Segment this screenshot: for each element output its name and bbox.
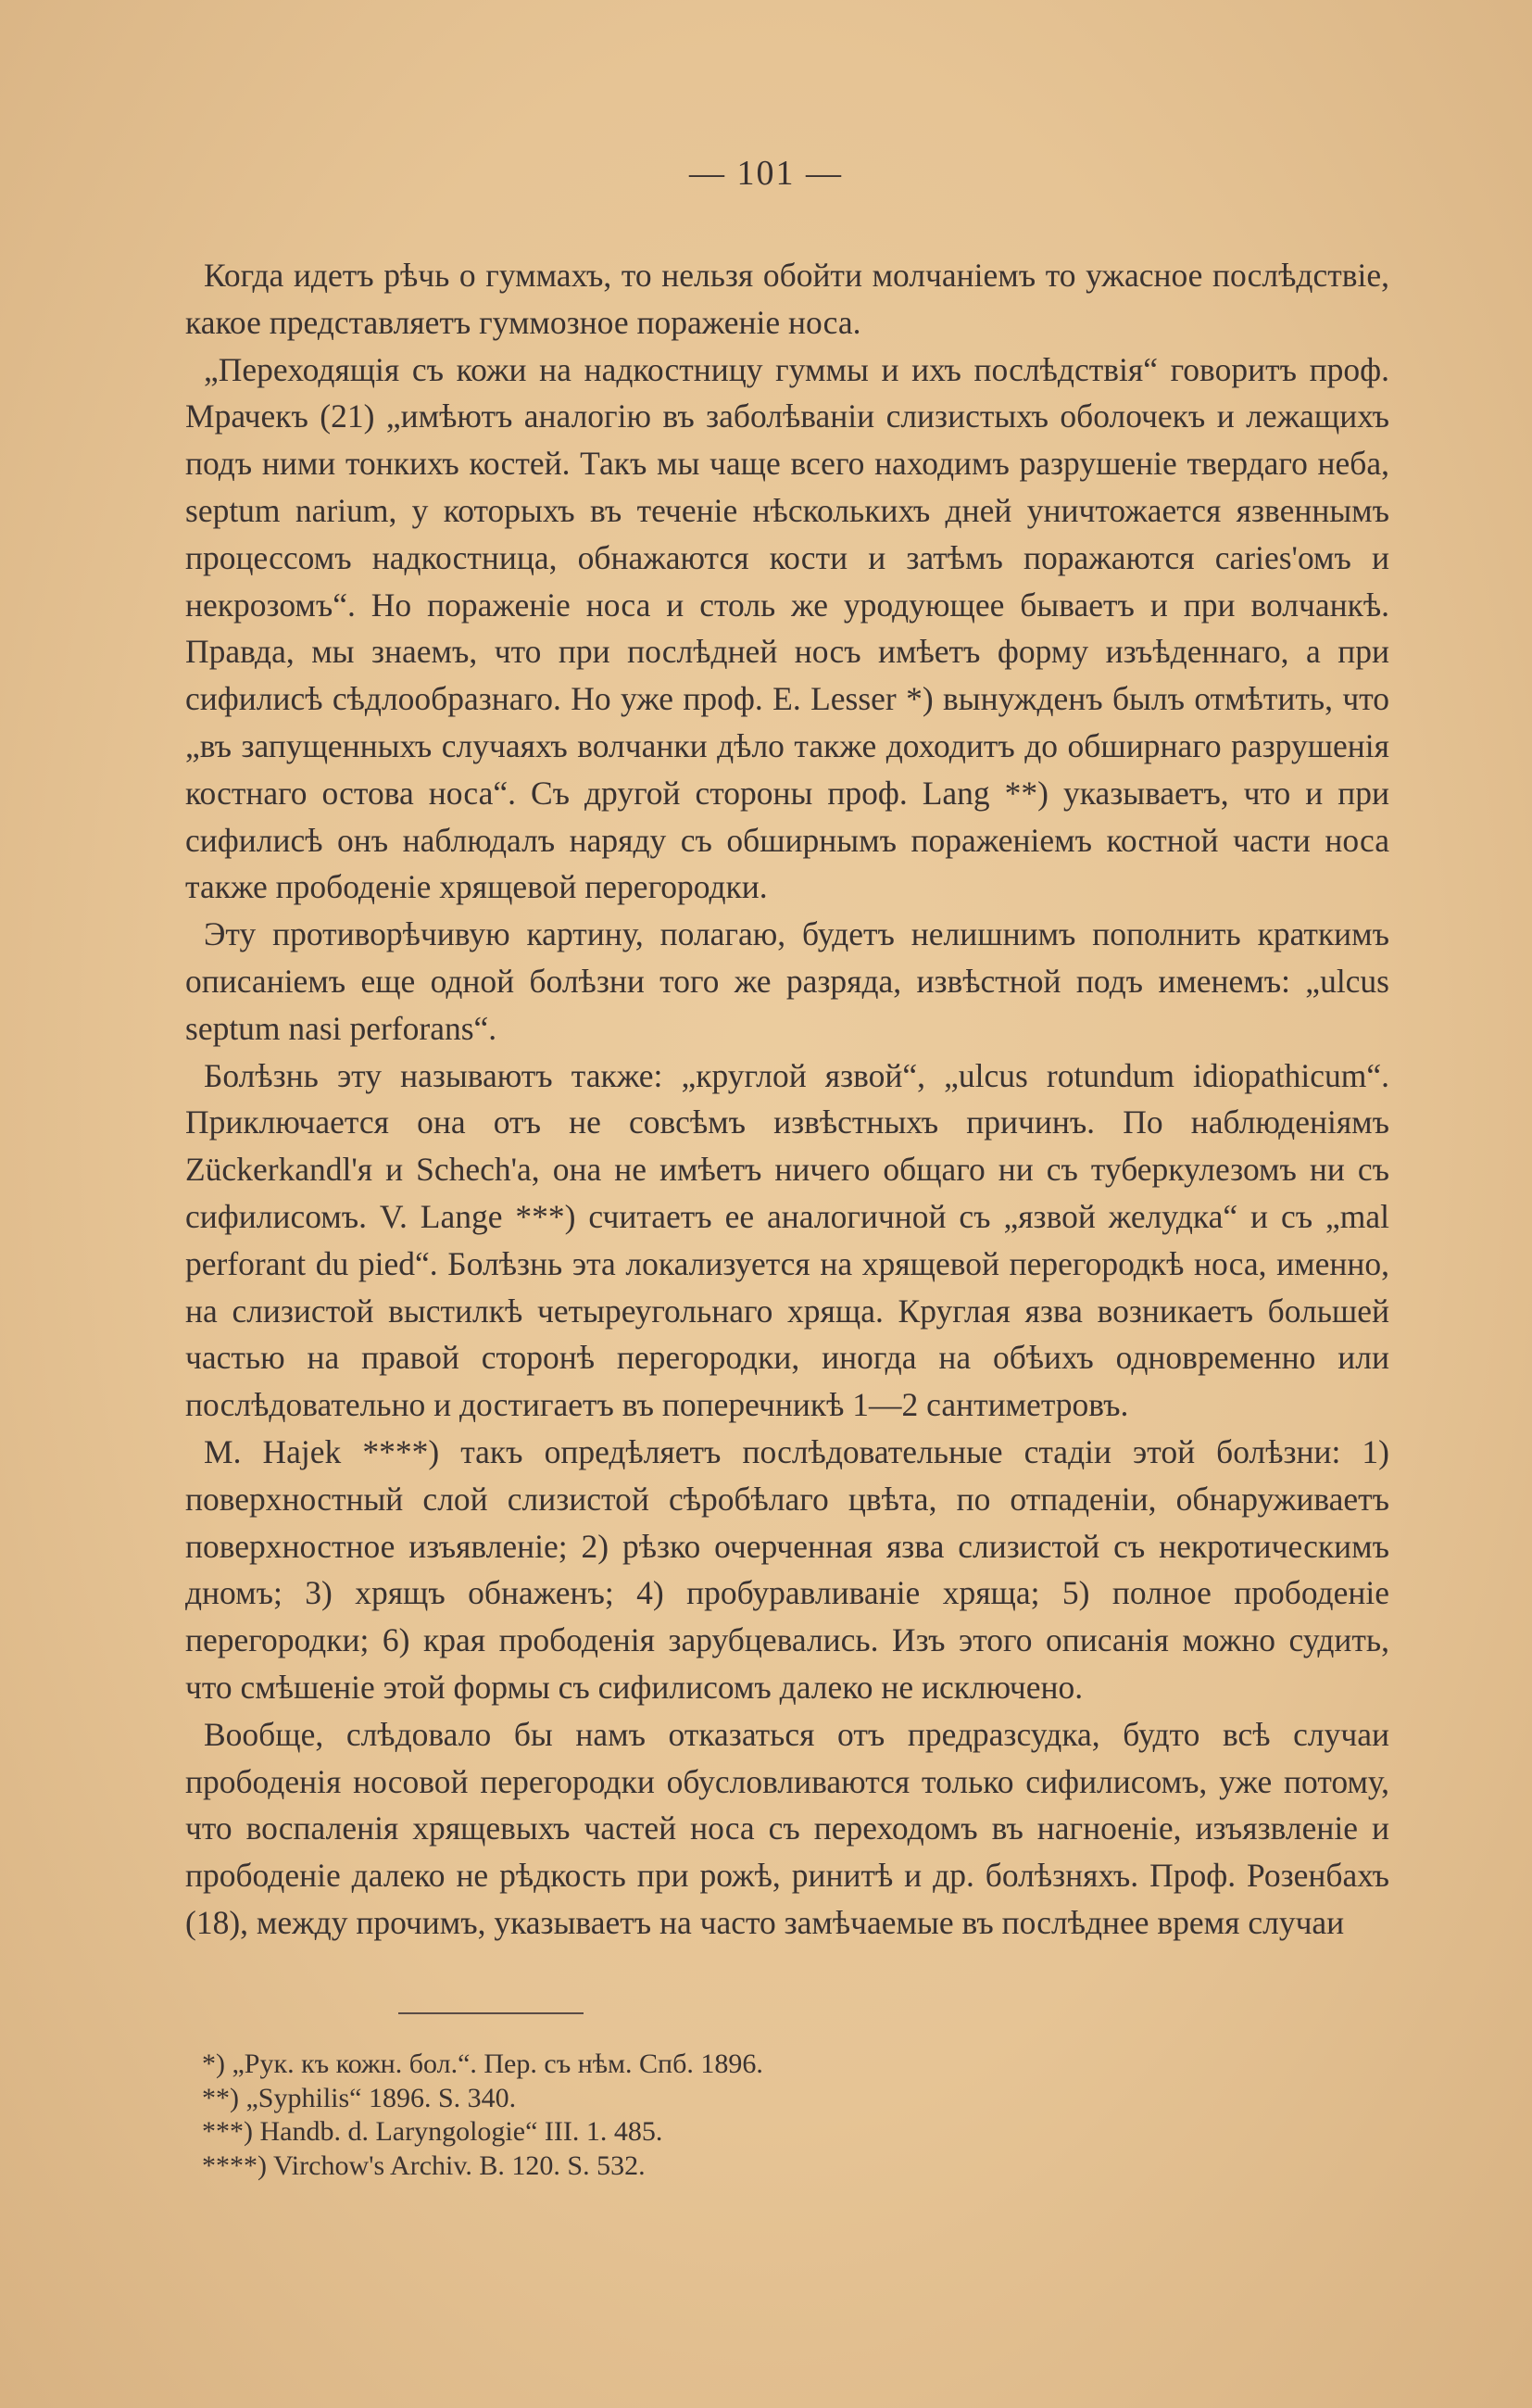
paragraph: Болѣзнь эту называютъ также: „круглой язвой“, „ulcus rotundum idiopathicum“. Приключается она отъ не совсѣмъ извѣстныхъ причинъ. По наблюденіямъ Zückerkandl'я и Schech'а, она не имѣетъ ничего общаго ни съ туберкулезомъ ни съ сифилисомъ. V. Lange ***) считаетъ ее аналогичной съ „язвой желудка“ и съ „mal perforant du pied“. Болѣзнь эта локализуется на хрящевой перегородкѣ носа, именно, на слизистой выстилкѣ четыреугольнаго хряща. Круглая язва возникаетъ большей частью на правой сторонѣ перегородки, иногда на обѣихъ одновременно или послѣдовательно и достигаетъ въ поперечникѣ 1—2 сантиметровъ. — [185, 1056, 1389, 1424]
footnote-divider — [398, 2012, 584, 2014]
footnote: **) „Syphilis“ 1896. S. 340. — [202, 2082, 517, 2113]
footnote: ****) Virchow's Archiv. B. 120. S. 532. — [202, 2150, 646, 2181]
paragraph: Когда идетъ рѣчь о гуммахъ, то нельзя обойти молчаніемъ то ужасное послѣдствіе, какое представляетъ гуммозное пораженіе носа. — [185, 257, 1389, 341]
paragraph: M. Hajek ****) такъ опредѣляетъ послѣдовательные стадіи этой болѣзни: 1) поверхностный слой слизистой сѣробѣлаго цвѣта, по отпаденіи, обнаруживаетъ поверхностное изъявленіе; 2) рѣзко очерченная язва слизистой съ некротическимъ дномъ; 3) хрящъ обнаженъ; 4) пробуравливаніе хряща; 5) полное прободеніе перегородки; 6) края прободенія зарубцевались. Изъ этого описанія можно судить, что смѣшеніе этой формы съ сифилисомъ далеко не исключено. — [185, 1432, 1389, 1706]
footnotes — [202, 2048, 1221, 2183]
footnote: *) „Рук. къ кожн. бол.“. Пер. съ нѣм. Спб. 1896. — [202, 2049, 763, 2079]
paragraph: Вообще, слѣдовало бы намъ отказаться отъ предразсудка, будто всѣ случаи прободенія носовой перегородки обусловливаются только сифилисомъ, уже потому, что воспаленія хрящевыхъ частей носа съ переходомъ въ нагноеніе, изъязвленіе и прободеніе далеко не рѣдкость при рожѣ, ринитѣ и др. болѣзняхъ. Проф. Розенбахъ (18), между прочимъ, указываетъ на часто замѣчаемые въ послѣднее время случаи — [185, 1715, 1389, 1941]
paragraph: „Переходящія съ кожи на надкостницу гуммы и ихъ послѣдствія“ говоритъ проф. Мрачекъ (21) „имѣютъ аналогію въ заболѣваніи слизистыхъ оболочекъ и лежащихъ подъ ними тонкихъ костей. Такъ мы чаще всего находимъ разрушеніе твердаго неба, septum narium, у которыхъ въ теченіе нѣсколькихъ дней уничтожается язвеннымъ процессомъ надкостница, обнажаются кости и затѣмъ поражаются caries'омъ и некрозомъ“. Но пораженіе носа и столь же уродующее бываетъ и при волчанкѣ. Правда, мы знаемъ, что при послѣдней носъ имѣетъ форму изъѣденнаго, а при сифилисѣ сѣдлообразнаго. Но уже проф. E. Lesser *) вынужденъ былъ отмѣтить, что „въ запущенныхъ случаяхъ волчанки дѣло также доходитъ до обширнаго разрушенія костнаго остова носа“. Съ другой стороны проф. Lang **) указываетъ, что и при сифилисѣ онъ наблюдалъ наряду съ обширнымъ пораженіемъ костной части носа также прободеніе хрящевой перегородки. — [185, 350, 1389, 906]
body-text — [185, 252, 1389, 1947]
page-number: — 101 — — [689, 154, 843, 193]
paragraph: Эту противорѣчивую картину, полагаю, будетъ нелишнимъ пополнить краткимъ описаніемъ еще одной болѣзни того же разряда, извѣстной подъ именемъ: „ulcus septum nasi perforans“. — [185, 915, 1389, 1047]
footnote: ***) Handb. d. Laryngologie“ III. 1. 485. — [202, 2116, 663, 2147]
